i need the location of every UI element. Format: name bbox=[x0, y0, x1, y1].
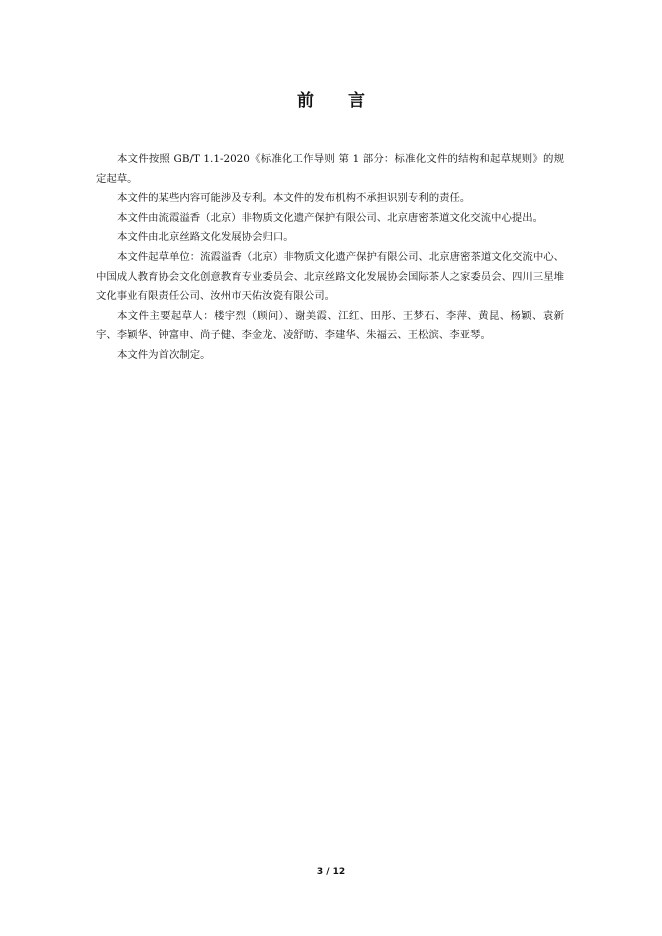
paragraph-proposer: 本文件由流霞溢香（北京）非物质文化遗产保护有限公司、北京唐密茶道文化交流中心提出。 bbox=[117, 211, 544, 224]
paragraph-centralized-management: 本文件由北京丝路文化发展协会归口。 bbox=[117, 231, 294, 244]
foreword-body bbox=[96, 150, 564, 366]
paragraph-first-edition: 本文件为首次制定。 bbox=[117, 348, 211, 361]
paragraph-drafters: 本文件主要起草人：楼宇烈（顾问）、谢美霞、江红、田彤、王梦石、李萍、黄昆、杨颖、袁新宇、李颖华、钟富申、尚子健、李金龙、凌舒昉、李建华、朱福云、王松滨、李亚琴。 bbox=[96, 309, 564, 342]
paragraph-patent-notice: 本文件的某些内容可能涉及专利。本文件的发布机构不承担识别专利的责任。 bbox=[117, 192, 471, 205]
page-title: 前 言 bbox=[297, 91, 379, 111]
paragraph-drafting-rules: 本文件按照 GB/T 1.1-2020《标准化工作导则 第 1 部分：标准化文件的结构和起草规则》的规定起草。 bbox=[96, 153, 564, 185]
page-number: 3 / 12 bbox=[316, 867, 346, 877]
paragraph-drafting-units: 本文件起草单位：流霞溢香（北京）非物质文化遗产保护有限公司、北京唐密茶道文化交流中心、中国成人教育协会文化创意教育专业委员会、北京丝路文化发展协会国际茶人之家委员会、四川三星堆文化事业有限责任公司、汝州市天佑汝瓷有限公司。 bbox=[96, 250, 564, 303]
